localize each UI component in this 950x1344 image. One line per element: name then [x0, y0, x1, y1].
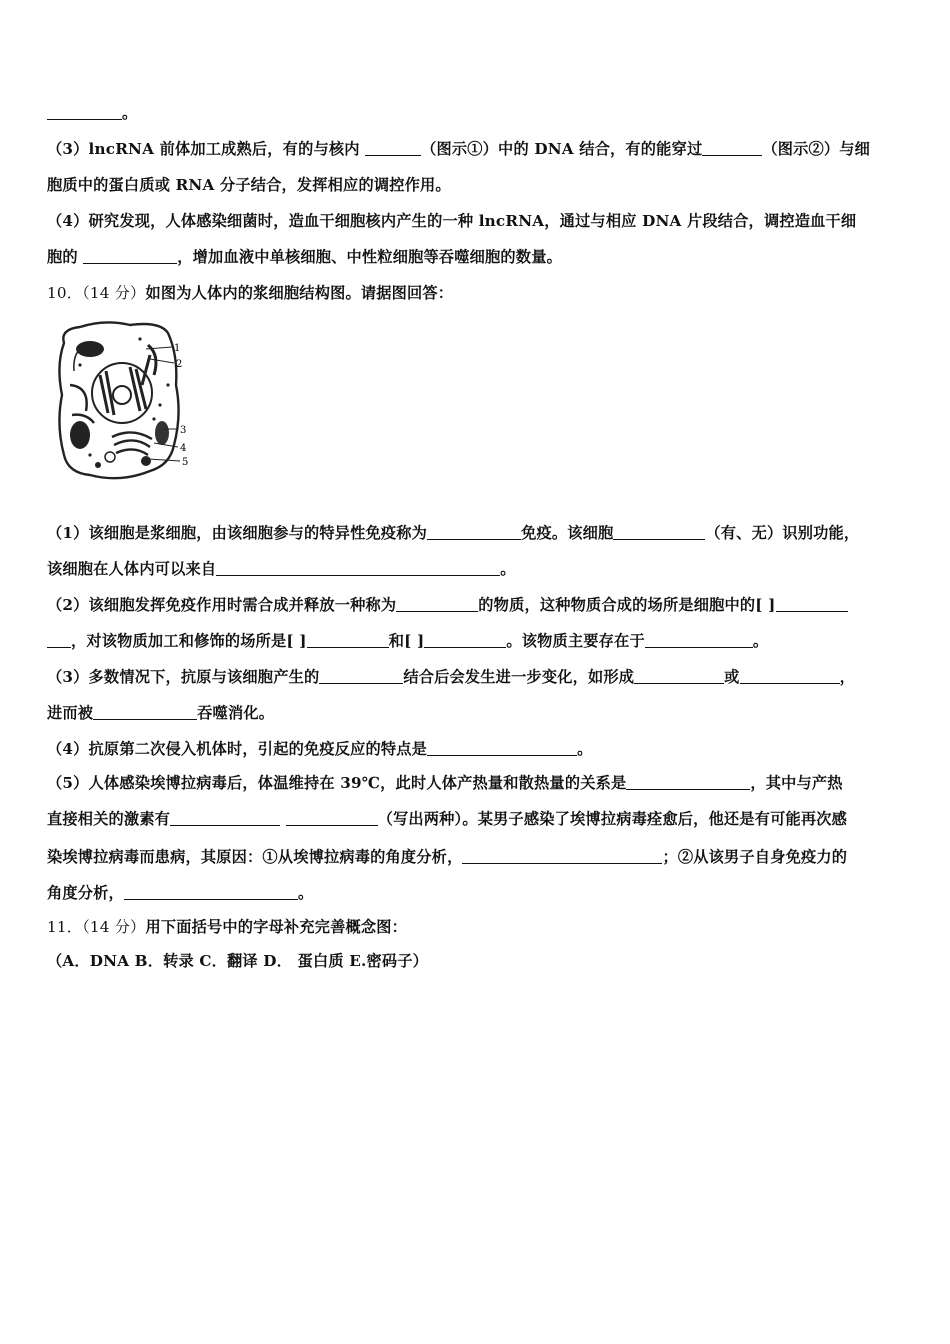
answer-blank[interactable] — [645, 633, 753, 648]
text-line-q10-3b: 进而被 吞噬消化。 — [47, 704, 275, 722]
text-line-q10-3a: （3）多数情况下，抗原与该细胞产生的 结合后会发生进一步变化，如形成 或 ， — [47, 668, 855, 686]
text-line-q10-2a: （2）该细胞发挥免疫作用时需合成并释放一种称为 的物质，这种物质合成的场所是细胞中的[ ] — [47, 594, 848, 615]
text-line-q9-4b: 胞的 ，增加血液中单核细胞、中性粒细胞等吞噬细胞的数量。 — [47, 248, 562, 266]
mitochondrion — [70, 421, 90, 449]
answer-blank[interactable] — [424, 633, 506, 648]
answer-blank[interactable] — [286, 811, 378, 826]
answer-blank[interactable] — [427, 741, 577, 756]
answer-blank[interactable] — [124, 885, 298, 900]
answer-blank[interactable] — [427, 525, 521, 540]
answer-blank[interactable] — [613, 525, 705, 540]
answer-blank[interactable] — [396, 597, 478, 612]
question-11-options: （A．DNA B．转录 C．翻译 D． 蛋白质 E.密码子） — [47, 952, 429, 970]
nucleolus — [113, 386, 131, 404]
answer-blank[interactable] — [740, 669, 840, 684]
question-11-heading: 11．（14 分）用下面括号中的字母补充完善概念图： — [47, 918, 408, 936]
answer-blank[interactable] — [626, 775, 750, 790]
text-line-q9-3b: 胞质中的蛋白质或 RNA 分子结合，发挥相应的调控作用。 — [47, 176, 451, 194]
answer-blank[interactable] — [365, 141, 421, 156]
text-line-q10-5d: 角度分析， 。 — [47, 884, 314, 902]
answer-blank[interactable] — [47, 105, 122, 120]
answer-blank[interactable] — [216, 561, 500, 576]
figure-label: 1 — [174, 343, 181, 354]
figure-label: 2 — [176, 359, 183, 370]
answer-blank[interactable] — [462, 849, 662, 864]
text-line-q10-2b: ，对该物质加工和修饰的场所是[ ] 和[ ] 。该物质主要存在于 。 — [47, 630, 768, 651]
figure-label: 3 — [180, 425, 187, 436]
text-line-q9-3a: （3）lncRNA 前体加工成熟后，有的与核内 （图示①）中的 DNA 结合，有的能穿过 （图示②）与细 — [47, 140, 871, 158]
answer-blank[interactable] — [702, 141, 762, 156]
text-line-q10-1a: （1）该细胞是浆细胞，由该细胞参与的特异性免疫称为 免疫。该细胞 （有、无）识别功能， — [47, 524, 860, 542]
figure-label: 5 — [182, 457, 189, 468]
mitochondrion — [155, 421, 169, 445]
text-line-q9-4a: （4）研究发现，人体感染细菌时，造血干细胞核内产生的一种 lncRNA，通过与相应 DNA 片段结合，调控造血干细 — [47, 212, 857, 230]
text-line-q10-5a: （5）人体感染埃博拉病毒后，体温维持在 39℃，此时人体产热量和散热量的关系是 ，其中与产热 — [47, 774, 843, 792]
answer-blank[interactable] — [634, 669, 724, 684]
text-line-q10-5c: 染埃博拉病毒而患病，其原因：①从埃博拉病毒的角度分析， ；②从该男子自身免疫力的 — [47, 848, 848, 866]
figure-label: 4 — [180, 443, 187, 454]
golgi-apparatus — [112, 432, 152, 455]
text-line-1: 。 — [47, 102, 137, 123]
answer-blank[interactable] — [776, 597, 848, 612]
text-line-q10-4: （4）抗原第二次侵入机体时，引起的免疫反应的特点是 。 — [47, 740, 593, 758]
answer-blank[interactable] — [307, 633, 389, 648]
answer-blank[interactable] — [47, 633, 71, 648]
answer-blank[interactable] — [319, 669, 403, 684]
plasma-cell-figure — [50, 315, 200, 485]
answer-blank[interactable] — [170, 811, 280, 826]
answer-blank[interactable] — [83, 249, 177, 264]
question-10-heading: 10．（14 分）如图为人体内的浆细胞结构图。请据图回答： — [47, 284, 454, 302]
text-line-q10-1b: 该细胞在人体内可以来自 。 — [47, 560, 516, 578]
text-line-q10-5b: 直接相关的激素有 （写出两种）。某男子感染了埃博拉病毒痊愈后，他还是有可能再次感 — [47, 810, 848, 828]
answer-blank[interactable] — [93, 705, 197, 720]
mitochondrion — [76, 341, 104, 357]
